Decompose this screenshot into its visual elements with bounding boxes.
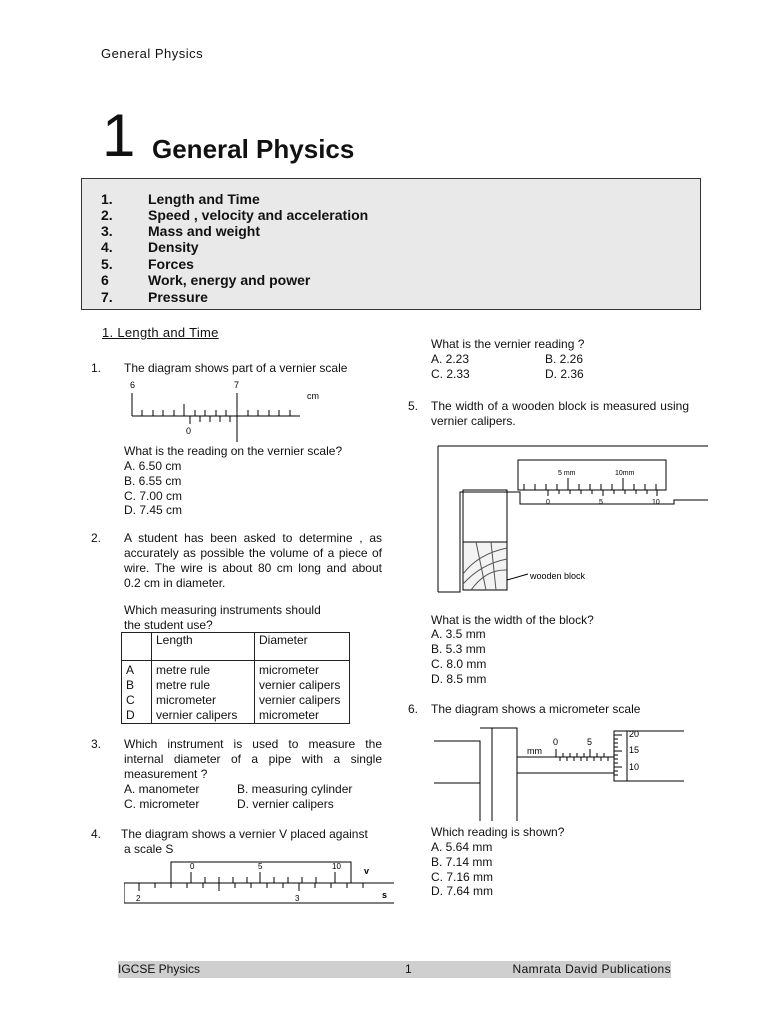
vernier-v-label: v xyxy=(364,866,370,876)
topic-item: 7. Pressure xyxy=(101,289,208,305)
question-number: 4. xyxy=(91,827,102,841)
unit-label: cm xyxy=(307,391,319,401)
vernier-vs-scale-figure xyxy=(124,858,400,908)
question-text: A student has been asked to determine , as accurately as possible the volume of a piece of wire. The wire is about 80 cm long and about 0.2 cm in diameter. xyxy=(124,531,382,590)
answer-option: C. 2.33 xyxy=(431,367,470,381)
question-number: 2. xyxy=(91,531,102,545)
topic-item: 3. Mass and weight xyxy=(101,223,261,239)
topic-item: 2. Speed , velocity and acceleration xyxy=(101,207,369,223)
question-text: Which instrument is used to measure the internal diameter of a pipe with a single measurement ? xyxy=(124,737,382,781)
table-cell xyxy=(122,633,152,661)
answer-option: D. 7.64 mm xyxy=(431,884,494,898)
answer-option: C. micrometer xyxy=(124,797,200,811)
question-number: 6. xyxy=(408,702,419,716)
answer-option: A. 5.64 mm xyxy=(431,840,493,854)
scale-label: 10mm xyxy=(615,470,635,477)
question-number: 5. xyxy=(408,399,419,413)
question-prompt: What is the width of the block? xyxy=(431,613,594,627)
topic-item: 5. Forces xyxy=(101,256,194,272)
table-row xyxy=(122,660,350,723)
answer-option: C. 7.00 cm xyxy=(124,489,183,503)
answer-option: A. 6.50 cm xyxy=(124,459,182,473)
topic-item: 4. Density xyxy=(101,239,199,255)
question-text: The width of a wooden block is measured using vernier calipers. xyxy=(431,399,689,428)
answer-option: B. 2.26 xyxy=(545,352,584,366)
question-text: The diagram shows a vernier V placed against xyxy=(121,827,368,841)
footer-left: IGCSE Physics xyxy=(118,962,201,976)
chapter-number: 1 xyxy=(102,102,136,169)
table-cell: metre rule metre rule micrometer vernier calipers xyxy=(152,660,255,723)
question-number: 1. xyxy=(91,361,102,375)
question-prompt: What is the reading on the vernier scale? xyxy=(124,444,343,458)
scale-label: 5 xyxy=(599,499,603,506)
scale-label: 0 xyxy=(553,737,559,747)
question-prompt: What is the vernier reading ? xyxy=(431,337,585,351)
answer-option: A. manometer xyxy=(124,782,200,796)
question-prompt: Which reading is shown? xyxy=(431,825,565,839)
topic-item: 1. Length and Time xyxy=(101,191,260,207)
question-text: a scale S xyxy=(124,842,174,856)
table-cell: A B C D xyxy=(122,660,152,723)
page-number: 1 xyxy=(405,962,412,976)
question-text: The diagram shows part of a vernier scale xyxy=(124,361,348,375)
instrument-table xyxy=(121,632,350,724)
answer-option: C. 8.0 mm xyxy=(431,657,487,671)
answer-option: B. 7.14 mm xyxy=(431,855,493,869)
scale-label: 2 xyxy=(136,894,141,903)
scale-label: 10 xyxy=(652,499,660,506)
answer-option: B. 5.3 mm xyxy=(431,642,486,656)
answer-option: D. 7.45 cm xyxy=(124,503,183,517)
answer-option: A. 3.5 mm xyxy=(431,627,486,641)
scale-label: mm xyxy=(527,746,542,756)
table-cell: Diameter xyxy=(255,633,350,661)
answer-option: B. 6.55 cm xyxy=(124,474,182,488)
question-prompt: Which measuring instruments should xyxy=(124,603,321,617)
answer-option: D. 2.36 xyxy=(545,367,584,381)
scale-label: 0 xyxy=(546,499,550,506)
footer-right: Namrata David Publications xyxy=(512,962,671,976)
answer-option: B. measuring cylinder xyxy=(237,782,353,796)
vernier-label: 10 xyxy=(332,862,341,871)
question-number: 3. xyxy=(91,737,102,751)
section-title: 1. Length and Time xyxy=(102,325,219,340)
scale-label: 0 xyxy=(186,426,192,436)
block-label: wooden block xyxy=(530,571,586,581)
vernier-label: 5 xyxy=(258,862,263,871)
running-header: General Physics xyxy=(101,46,204,61)
thimble-label: 20 xyxy=(629,729,640,739)
scale-label: 5 xyxy=(587,737,593,747)
scale-label: 5 mm xyxy=(558,470,576,477)
answer-option: A. 2.23 xyxy=(431,352,470,366)
vernier-caliper-figure xyxy=(436,444,708,594)
answer-option: D. 8.5 mm xyxy=(431,672,487,686)
table-header-row xyxy=(122,633,350,661)
topic-list-box xyxy=(81,178,701,310)
page-footer xyxy=(118,961,671,978)
table-cell: Length xyxy=(152,633,255,661)
scale-label: 6 xyxy=(130,380,136,390)
vernier-scale-figure xyxy=(120,376,330,446)
vernier-label: 0 xyxy=(190,862,195,871)
scale-s-label: s xyxy=(382,890,388,900)
micrometer-figure xyxy=(432,723,684,823)
answer-option: D. vernier calipers xyxy=(237,797,334,811)
scale-label: 3 xyxy=(295,894,300,903)
scale-label: 7 xyxy=(234,380,240,390)
table-cell: micrometer vernier calipers vernier calipers micrometer xyxy=(255,660,350,723)
topic-item: 6 Work, energy and power xyxy=(101,272,311,288)
question-prompt: the student use? xyxy=(124,618,213,632)
chapter-title: General Physics xyxy=(152,134,355,164)
question-text: The diagram shows a micrometer scale xyxy=(431,702,641,716)
answer-option: C. 7.16 mm xyxy=(431,870,494,884)
thimble-label: 10 xyxy=(629,762,640,772)
thimble-label: 15 xyxy=(629,745,640,755)
